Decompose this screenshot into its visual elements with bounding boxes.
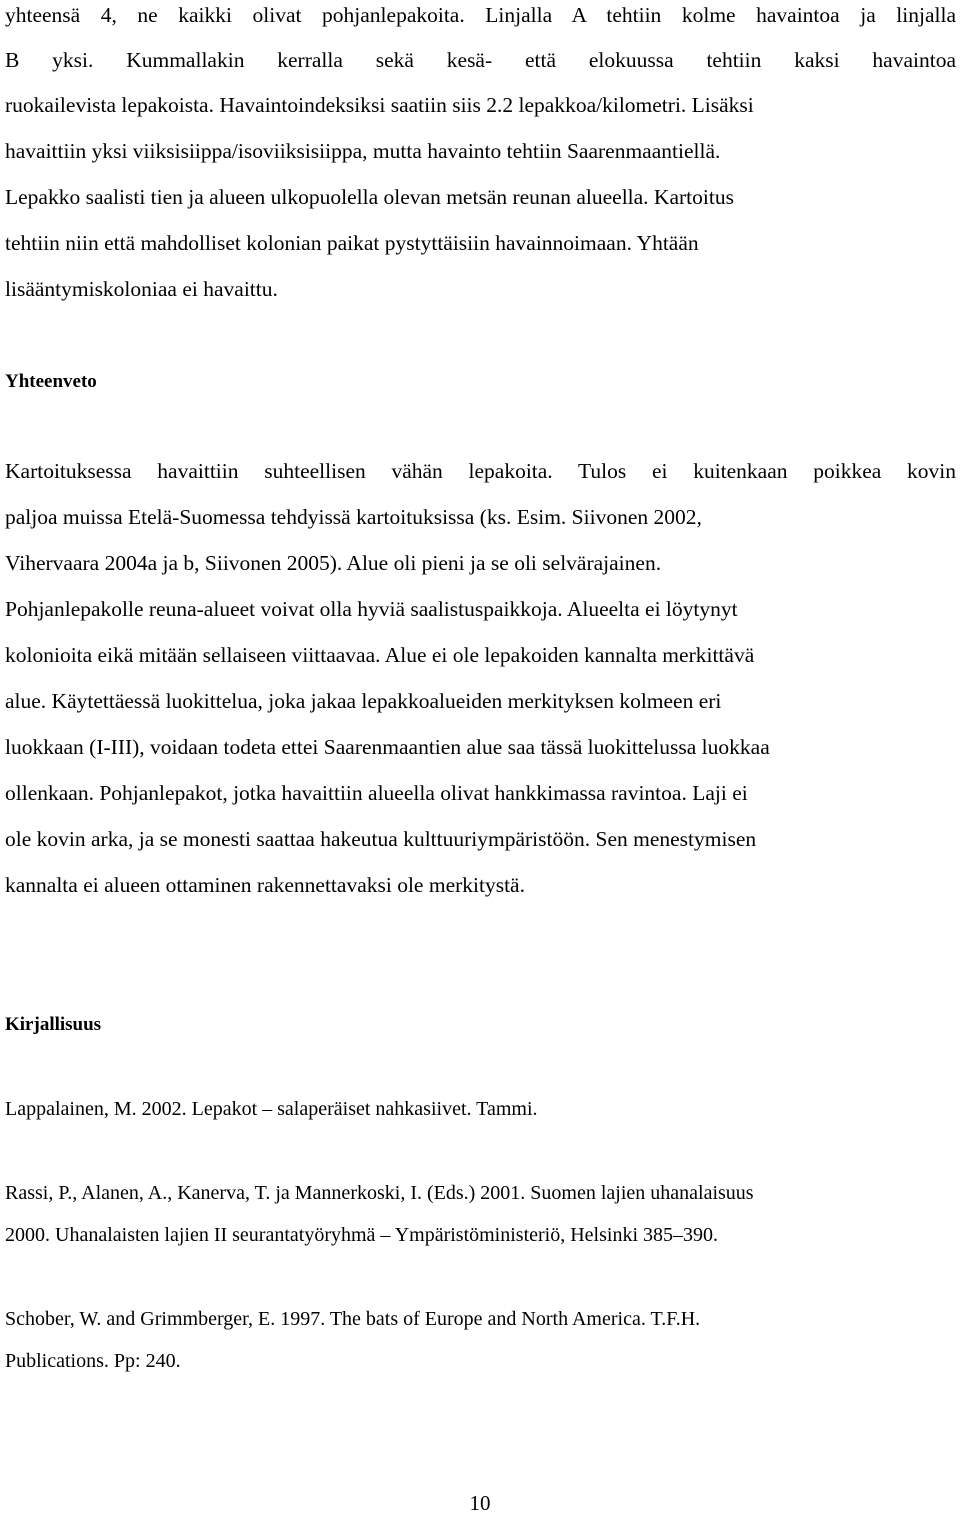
reference-item: Schober, W. and Grimmberger, E. 1997. The bats of Europe and North America. T.F.H. <box>5 1308 701 1330</box>
paragraph-line: ruokailevista lepakoista. Havaintoindeksiksi saatiin siis 2.2 lepakkoa/kilometri. Lisäksi <box>5 93 754 117</box>
reference-item-continuation: 2000. Uhanalaisten lajien II seurantatyöryhmä – Ympäristöministeriö, Helsinki 385–390. <box>5 1224 718 1246</box>
paragraph-line: havaittiin yksi viiksisiippa/isoviiksisiippa, mutta havainto tehtiin Saarenmaantiellä. <box>5 139 721 163</box>
summary-line: kannalta ei alueen ottaminen rakennettavaksi ole merkitystä. <box>5 873 525 897</box>
reference-item: Lappalainen, M. 2002. Lepakot – salaperäiset nahkasiivet. Tammi. <box>5 1098 538 1120</box>
summary-line: Vihervaara 2004a ja b, Siivonen 2005). Alue oli pieni ja se oli selvärajainen. <box>5 551 662 575</box>
paragraph-line: Lepakko saalisti tien ja alueen ulkopuolella olevan metsän reunan alueella. Kartoitus <box>5 185 734 209</box>
reference-item-continuation: Publications. Pp: 240. <box>5 1350 181 1372</box>
summary-line: Kartoituksessa havaittiin suhteellisen vähän lepakoita. Tulos ei kuitenkaan poikkea kovin <box>5 459 956 483</box>
summary-line: ollenkaan. Pohjanlepakot, jotka havaittiin alueella olivat hankkimassa ravintoa. Laji ei <box>5 781 748 805</box>
reference-item: Rassi, P., Alanen, A., Kanerva, T. ja Mannerkoski, I. (Eds.) 2001. Suomen lajien uhanalaisuus <box>5 1182 754 1204</box>
summary-line: paljoa muissa Etelä-Suomessa tehdyissä kartoituksissa (ks. Esim. Siivonen 2002, <box>5 505 702 529</box>
paragraph-line: tehtiin niin että mahdolliset kolonian paikat pystyttäisiin havainnoimaan. Yhtään <box>5 231 699 255</box>
paragraph-line: B yksi. Kummallakin kerralla sekä kesä- että elokuussa tehtiin kaksi havaintoa <box>5 48 956 72</box>
section-heading-references: Kirjallisuus <box>5 1014 102 1035</box>
paragraph-line: lisääntymiskoloniaa ei havaittu. <box>5 277 278 301</box>
page-number: 10 <box>469 1491 491 1515</box>
summary-line: ole kovin arka, ja se monesti saattaa hakeutua kulttuuriympäristöön. Sen menestymisen <box>5 827 757 851</box>
summary-line: alue. Käytettäessä luokittelua, joka jakaa lepakkoalueiden merkityksen kolmeen eri <box>5 689 722 713</box>
summary-line: kolonioita eikä mitään sellaiseen viittaavaa. Alue ei ole lepakoiden kannalta merkittävä <box>5 643 755 667</box>
summary-line: luokkaan (I-III), voidaan todeta ettei Saarenmaantien alue saa tässä luokittelussa luokkaa <box>5 735 770 759</box>
summary-line: Pohjanlepakolle reuna-alueet voivat olla hyviä saalistuspaikkoja. Alueelta ei löytynyt <box>5 597 738 621</box>
section-heading-summary: Yhteenveto <box>5 371 97 392</box>
paragraph-line: yhteensä 4, ne kaikki olivat pohjanlepakoita. Linjalla A tehtiin kolme havaintoa ja linjalla <box>5 3 956 27</box>
